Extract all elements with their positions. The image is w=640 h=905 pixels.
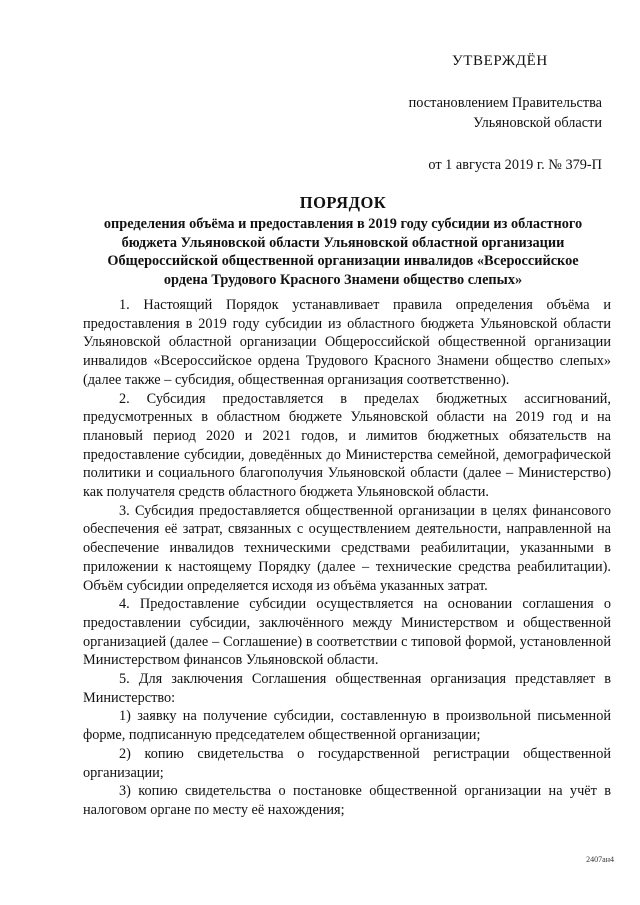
list-item: 3) копию свидетельства о постановке общественной организации на учёт в налоговом органе по месту её нахождения; [83, 783, 611, 818]
list-item: 1) заявку на получение субсидии, составленную в произвольной письменной форме, подписанную председателем общественной организации; [83, 708, 611, 744]
approval-stamp: УТВЕРЖДЁН [452, 53, 548, 69]
paragraph: 3. Субсидия предоставляется общественной организации в целях финансового обеспечения её затрат, связанных с осуществлением деятельности, направленной на обеспечение инвалидов техническими средствами реабилитации, указанными в приложении к настоящему Порядку (далее – технические средства реабилитации). Объём субсидии определяется исходя из объёма указанных затрат. [83, 502, 611, 594]
paragraph: 5. Для заключения Соглашения общественная организация представляет в Министерство: [83, 671, 611, 706]
approval-block [342, 93, 602, 175]
paragraph: 4. Предоставление субсидии осуществляется на основании соглашения о предоставлении субсидии, заключённого между Министерством и общественной организацией (далее – Соглашение) в соответствии с типовой формой, установленной Министерством финансов Ульяновской области. [83, 596, 611, 669]
approval-line: Ульяновской области [473, 115, 602, 131]
list-item: 2) копию свидетельства о государственной регистрации общественной организации; [83, 745, 611, 781]
footer-code: 2407ан4 [586, 855, 614, 864]
document-body [83, 296, 611, 820]
approval-reference: от 1 августа 2019 г. № 379-П [428, 157, 602, 173]
approval-line: постановлением Правительства [408, 95, 602, 111]
title-block [86, 192, 600, 289]
document-subtitle: определения объёма и предоставления в 2019 году субсидии из областного бюджета Ульяновской области Ульяновской областной организации Общероссийской общественной организации инвалидов «Всероссийское ордена Трудового Красного Знамени общество слепых» [103, 216, 583, 288]
paragraph: 1. Настоящий Порядок устанавливает правила определения объёма и предоставления в 2019 году субсидии из областного бюджета Ульяновской области Ульяновской областной организации Общероссийской общественной организации инвалидов «Всероссийское ордена Трудового Красного Знамени общество слепых» (далее также – субсидия, общественная организация соответственно). [83, 297, 611, 388]
document-title: ПОРЯДОК [299, 193, 387, 212]
paragraph: 2. Субсидия предоставляется в пределах бюджетных ассигнований, предусмотренных в областном бюджете Ульяновской области на 2019 год и на плановый период 2020 и 2021 годов, и лимитов бюджетных обязательств на предоставление субсидии, доведённых до Министерства семейной, демографической политики и социального благополучия Ульяновской области (далее – Министерство) как получателя средств областного бюджета Ульяновской области. [83, 390, 611, 501]
